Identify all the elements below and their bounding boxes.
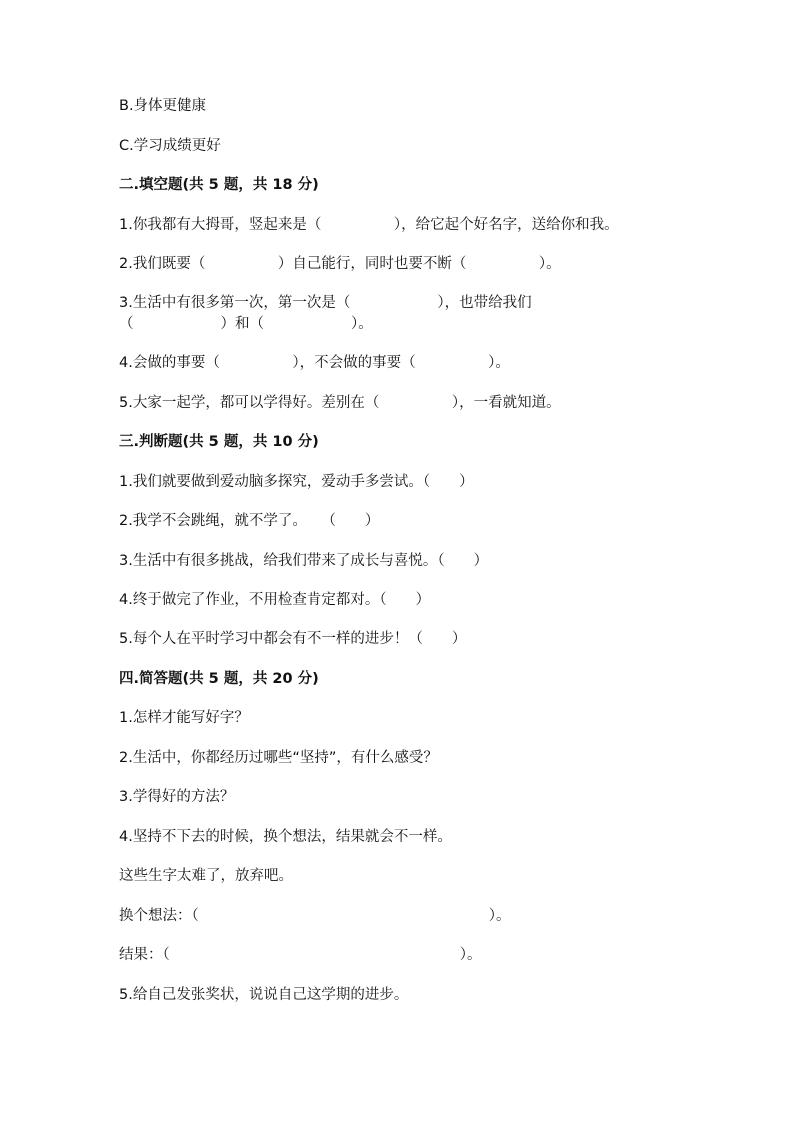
- short-question-4-example: 这些生字太难了，放弃吧。: [119, 868, 293, 884]
- fill-question-4: 4.会做的事要（ ），不会做的事要（ ）。: [119, 355, 510, 371]
- short-question-4-new-thinking: 换个想法：（ ）。: [119, 908, 511, 924]
- short-question-4: 4.坚持不下去的时候，换个想法，结果就会不一样。: [119, 829, 452, 845]
- short-question-3: 3.学得好的方法？: [119, 789, 235, 805]
- fill-question-2: 2.我们既要（ ）自己能行，同时也要不断（ ）。: [119, 256, 561, 272]
- short-question-4-result: 结果：（ ）。: [119, 947, 482, 963]
- section-heading-short-answer: 四.简答题(共 5 题，共 20 分): [119, 671, 319, 687]
- option-c: C.学习成绩更好: [119, 138, 221, 154]
- tf-question-2: 2.我学不会跳绳，就不学了。 （ ）: [119, 513, 380, 529]
- fill-question-5: 5.大家一起学，都可以学得好。差别在（ ），一看就知道。: [119, 395, 561, 411]
- option-b: B.身体更健康: [119, 98, 207, 114]
- tf-question-5: 5.每个人在平时学习中都会有不一样的进步！（ ）: [119, 631, 467, 647]
- short-question-2: 2.生活中，你都经历过哪些“坚持”，有什么感受？: [119, 750, 438, 766]
- tf-question-1: 1.我们就要做到爱动脑多探究，爱动手多尝试。（ ）: [119, 474, 474, 490]
- fill-question-3-line-2: （ ）和（ ）。: [119, 316, 373, 332]
- section-heading-true-false: 三.判断题(共 5 题，共 10 分): [119, 434, 319, 450]
- tf-question-4: 4.终于做完了作业，不用检查肯定都对。（ ）: [119, 592, 431, 608]
- short-question-1: 1.怎样才能写好字？: [119, 710, 249, 726]
- short-question-5: 5.给自己发张奖状，说说自己这学期的进步。: [119, 987, 409, 1003]
- section-heading-fill-in: 二.填空题(共 5 题，共 18 分): [119, 177, 319, 193]
- tf-question-3: 3.生活中有很多挑战，给我们带来了成长与喜悦。（ ）: [119, 553, 489, 569]
- fill-question-1: 1.你我都有大拇哥，竖起来是（ ），给它起个好名字，送给你和我。: [119, 217, 619, 233]
- fill-question-3-line-1: 3.生活中有很多第一次，第一次是（ ），也带给我们: [119, 295, 532, 311]
